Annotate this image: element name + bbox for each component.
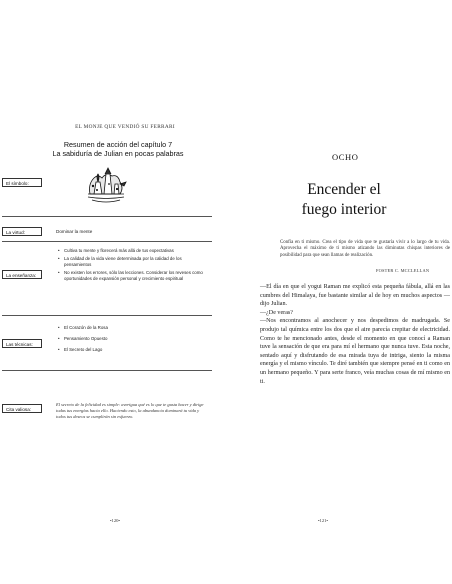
divider — [2, 315, 212, 316]
quote-text: El secreto de la felicidad es simple: averigua qué es lo que te gusta hacer y dirige todas tus energías hacia ello. Haciendo esto, la abundancia dominará tu vida y todos tus deseos se cumplirán sin esfuerzo. — [56, 402, 204, 419]
quote-label: Cita valiosa: — [2, 404, 42, 413]
chapter-title — [236, 180, 452, 220]
divider — [2, 241, 212, 242]
teaching-item: • Cultiva tu mente y florecerá más allá de tus expectativas — [58, 248, 206, 254]
chapter-body — [260, 283, 450, 386]
epigraph: Confía en ti mismo. Crea el tipo de vida que te gustaría vivir a lo largo de tu vida. Aprovecha el máximo de ti mismo atizando las diminutas chispas interiores de posibilidad para que sean llamas de realización. — [280, 240, 450, 258]
divider — [2, 370, 212, 371]
teaching-item: • La calidad de la vida viene determinada por la calidad de los pensamientos — [58, 256, 206, 268]
page-number: •121• — [317, 518, 329, 523]
teaching-item: • No existen los errores, sólo las lecciones. Considerar los reveses como oportunidades de expansión personal y crecimiento espiritual — [58, 270, 206, 282]
virtue-label: La virtud: — [2, 227, 42, 236]
teaching-list — [58, 248, 206, 284]
running-head: EL MONJE QUE VENDIÓ SU FERRARI — [75, 124, 175, 130]
epigraph-author: FOSTER C. MCCLELLAN — [376, 268, 430, 273]
techniques-list — [58, 325, 206, 357]
symbol-label: El símbolo: — [2, 178, 42, 187]
technique-item: • Pensamiento Opuesto — [58, 336, 206, 342]
technique-item: • El Secreto del Lago — [58, 347, 206, 353]
summary-title-line1: Resumen de acción del capítulo 7 — [63, 140, 173, 149]
technique-item: • El Corazón de la Rosa — [58, 325, 206, 331]
lighthouse-garden-icon — [84, 164, 128, 208]
divider — [2, 216, 212, 217]
chapter-title-line2: fuego interior — [301, 201, 387, 218]
teaching-label: La enseñanza: — [2, 270, 42, 279]
virtue-text: Dominar la mente — [56, 229, 93, 234]
chapter-number: OCHO — [332, 152, 359, 162]
summary-title — [20, 140, 216, 158]
chapter-title-line1: Encender el — [307, 181, 381, 198]
techniques-label: Las técnicas: — [2, 339, 42, 348]
summary-title-line2: La sabiduría de Julian en pocas palabras — [52, 149, 184, 158]
paragraph: —El día en que el yogui Raman me explicó esta pequeña fábula, allá en las cumbres del Himalaya, fue bastante similar al de hoy en muchos aspectos —dijo Julian. — [260, 284, 450, 308]
right-page — [226, 0, 452, 584]
paragraph: —¿De veras? — [260, 309, 293, 316]
page-number: •120• — [109, 518, 121, 523]
paragraph: —Nos encontramos al anochecer y nos despedimos de madrugada. Se produjo tal química entre los dos que el aire parecía crepitar de electricidad. Como te he mencionado antes, desde el momento en que conocí a Raman tuve la sensación de que era para mí el hermano que nunca tuve. Esta noche, sentado aquí y disfrutando de esa mirada tuya de intriga, siento la misma energía y el mismo vínculo. Te diré también que siempre pensé en ti como en un hermano pequeño. Y para serte franco, veía muchas cosas de mí mismo en ti. — [260, 318, 450, 385]
